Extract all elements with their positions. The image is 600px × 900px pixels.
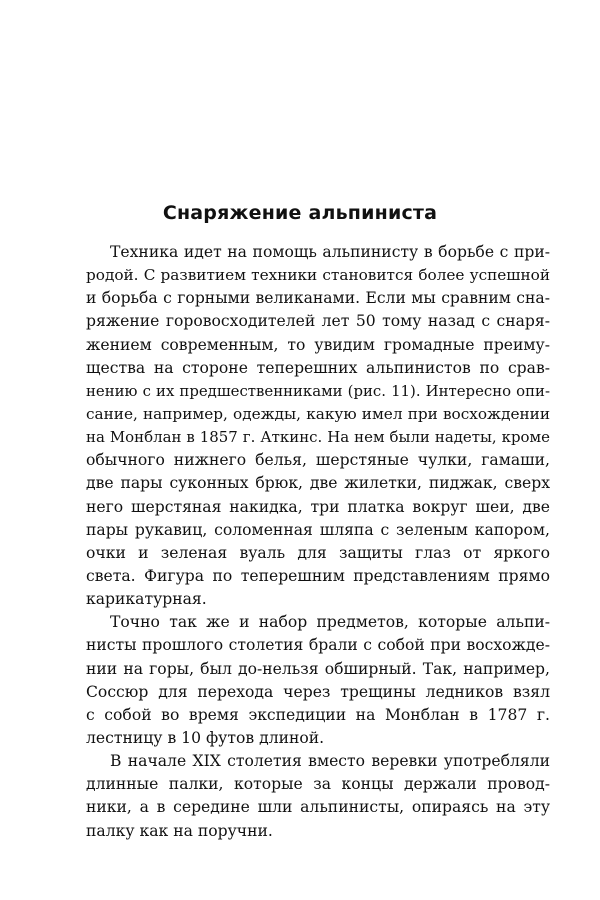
text-line: длинные палки, которые за концы держали провод-	[86, 775, 550, 794]
text-line: с собой во время экспедиции на Монблан в 1787 г.	[86, 705, 550, 724]
text-line: две пары суконных брюк, две жилетки, пиджак, сверх	[86, 474, 550, 493]
text-line: Техника идет на помощь альпинисту в борьбе с при-	[110, 243, 550, 261]
body-text	[86, 241, 550, 843]
text-line: нии на горы, был до-нельзя обширный. Так, например,	[86, 659, 550, 678]
text-line: нению с их предшественниками (рис. 11). Интересно опи-	[86, 381, 550, 400]
text-line: ники, а в середине шли альпинисты, опираясь на эту	[86, 798, 550, 817]
text-line: него шерстяная накидка, три платка вокруг шеи, две	[86, 497, 550, 516]
text-line: и борьба с горными великанами. Если мы сравним сна-	[86, 289, 550, 308]
text-line: лестницу в 10 футов длиной.	[86, 728, 325, 747]
text-line: родой. С развитием техники становится более успешной	[86, 266, 550, 285]
text-line: палку как на поручни.	[86, 821, 273, 840]
text-line: жением современным, то увидим громадные преиму-	[86, 335, 550, 354]
text-line: нисты прошлого столетия брали с собой при восхожде-	[86, 636, 550, 655]
text-line: щества на стороне теперешних альпинистов по срав-	[86, 358, 550, 377]
text-line: сание, например, одежды, какую имел при восхождении	[86, 404, 550, 423]
text-line: света. Фигура по теперешним представлениям прямо	[86, 566, 550, 585]
text-line: Точно так же и набор предметов, которые альпи-	[110, 613, 550, 632]
text-line: обычного нижнего белья, шерстяные чулки, гамаши,	[86, 451, 550, 470]
text-line: карикатурная.	[86, 590, 207, 609]
text-line: на Монблан в 1857 г. Аткинс. На нем были надеты, кроме	[86, 428, 550, 447]
text-line: В начале XIX столетия вместо веревки употребляли	[110, 752, 550, 771]
text-line: ряжение горовосходителей лет 50 тому назад с снаря-	[86, 312, 550, 331]
chapter-title: Снаряжение альпиниста	[162, 202, 438, 224]
text-line: очки и зеленая вуаль для защиты глаз от яркого	[86, 543, 550, 562]
text-line: Соссюр для перехода через трещины ледников взял	[86, 682, 550, 701]
text-line: пары рукавиц, соломенная шляпа с зеленым капором,	[86, 520, 550, 539]
